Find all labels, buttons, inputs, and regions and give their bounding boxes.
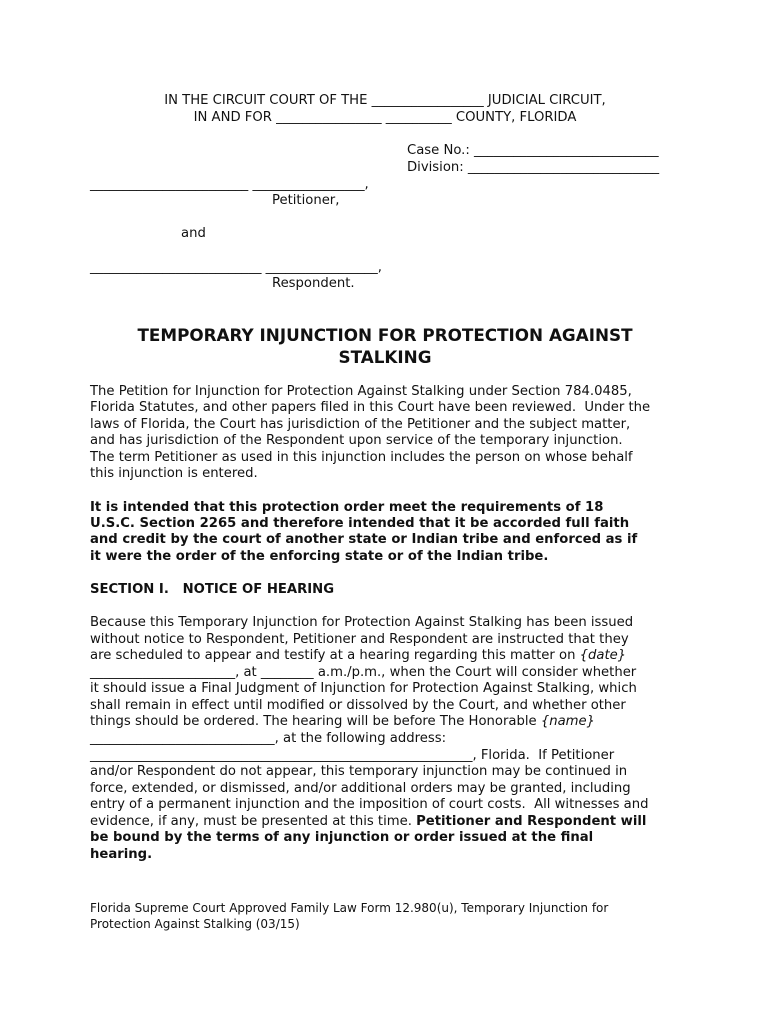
court-line-1: IN THE CIRCUIT COURT OF THE _________________ JUDICIAL CIRCUIT, <box>164 93 606 108</box>
name-placeholder: {name} <box>540 714 596 729</box>
petitioner-label: Petitioner, <box>272 193 340 208</box>
paragraph-line <box>90 814 646 831</box>
respondent-label: Respondent. <box>272 276 355 291</box>
paragraph-line: force, extended, or dismissed, and/or additional orders may be granted, including <box>90 781 631 796</box>
and-label: and <box>181 226 206 241</box>
paragraph-line: and/or Respondent do not appear, this temporary injunction may be continued in <box>90 764 628 779</box>
paragraph-line: and has jurisdiction of the Respondent upon service of the temporary injunction. <box>90 433 623 448</box>
paragraph-line: U.S.C. Section 2265 and therefore intended that it be accorded full faith <box>90 516 630 531</box>
paragraph-text: things should be ordered. The hearing will be before The Honorable <box>90 714 541 729</box>
paragraph-line: laws of Florida, the Court has jurisdiction of the Petitioner and the subject matter, <box>90 417 631 432</box>
paragraph-line <box>90 714 595 731</box>
paragraph-text: evidence, if any, must be presented at this time. <box>90 814 417 829</box>
bold-notice-text: Petitioner and Respondent will <box>416 814 647 829</box>
paragraph-line: be bound by the terms of any injunction or order issued at the final <box>90 830 594 845</box>
paragraph-line: entry of a permanent injunction and the imposition of court costs. All witnesses and <box>90 797 649 812</box>
paragraph-line: ______________________, at ________ a.m./p.m., when the Court will consider whether <box>90 665 637 680</box>
form-footer-line-1: Florida Supreme Court Approved Family Law Form 12.980(u), Temporary Injunction for <box>90 901 609 915</box>
document-title-line-1: TEMPORARY INJUNCTION FOR PROTECTION AGAINST <box>137 325 633 345</box>
paragraph-line: __________________________________________________________, Florida. If Petitioner <box>90 748 615 763</box>
paragraph-line: and credit by the court of another state or Indian tribe and enforced as if <box>90 532 638 547</box>
respondent-name-blank: __________________________ _________________, <box>90 260 382 275</box>
case-number-field: Case No.: ____________________________ <box>407 143 659 158</box>
paragraph-text: are scheduled to appear and testify at a hearing regarding this matter on <box>90 648 580 663</box>
paragraph-line <box>90 648 626 665</box>
form-footer-line-2: Protection Against Stalking (03/15) <box>90 917 300 931</box>
paragraph-line: The term Petitioner as used in this injunction includes the person on whose behalf <box>90 450 633 465</box>
paragraph-line: It is intended that this protection order meet the requirements of 18 <box>90 500 604 515</box>
paragraph-line: this injunction is entered. <box>90 466 258 481</box>
document-title-line-2: STALKING <box>338 347 432 367</box>
paragraph-line: hearing. <box>90 847 153 862</box>
paragraph-line: it should issue a Final Judgment of Injunction for Protection Against Stalking, which <box>90 681 637 696</box>
paragraph-line: Because this Temporary Injunction for Protection Against Stalking has been issued <box>90 615 634 630</box>
petitioner-name-blank: ________________________ _________________, <box>90 177 369 192</box>
section-heading: SECTION I. NOTICE OF HEARING <box>90 582 335 597</box>
court-line-2: IN AND FOR ________________ __________ COUNTY, FLORIDA <box>193 110 577 125</box>
paragraph-line: The Petition for Injunction for Protection Against Stalking under Section 784.0485, <box>90 384 632 399</box>
paragraph-line: shall remain in effect until modified or dissolved by the Court, and whether other <box>90 698 626 713</box>
paragraph-line: without notice to Respondent, Petitioner and Respondent are instructed that they <box>90 632 629 647</box>
date-placeholder: {date} <box>579 648 627 663</box>
paragraph-line: Florida Statutes, and other papers filed in this Court have been reviewed. Under the <box>90 400 651 415</box>
paragraph-line: it were the order of the enforcing state or of the Indian tribe. <box>90 549 549 564</box>
paragraph-line: ____________________________, at the following address: <box>90 731 447 746</box>
division-field: Division: _____________________________ <box>407 160 660 175</box>
